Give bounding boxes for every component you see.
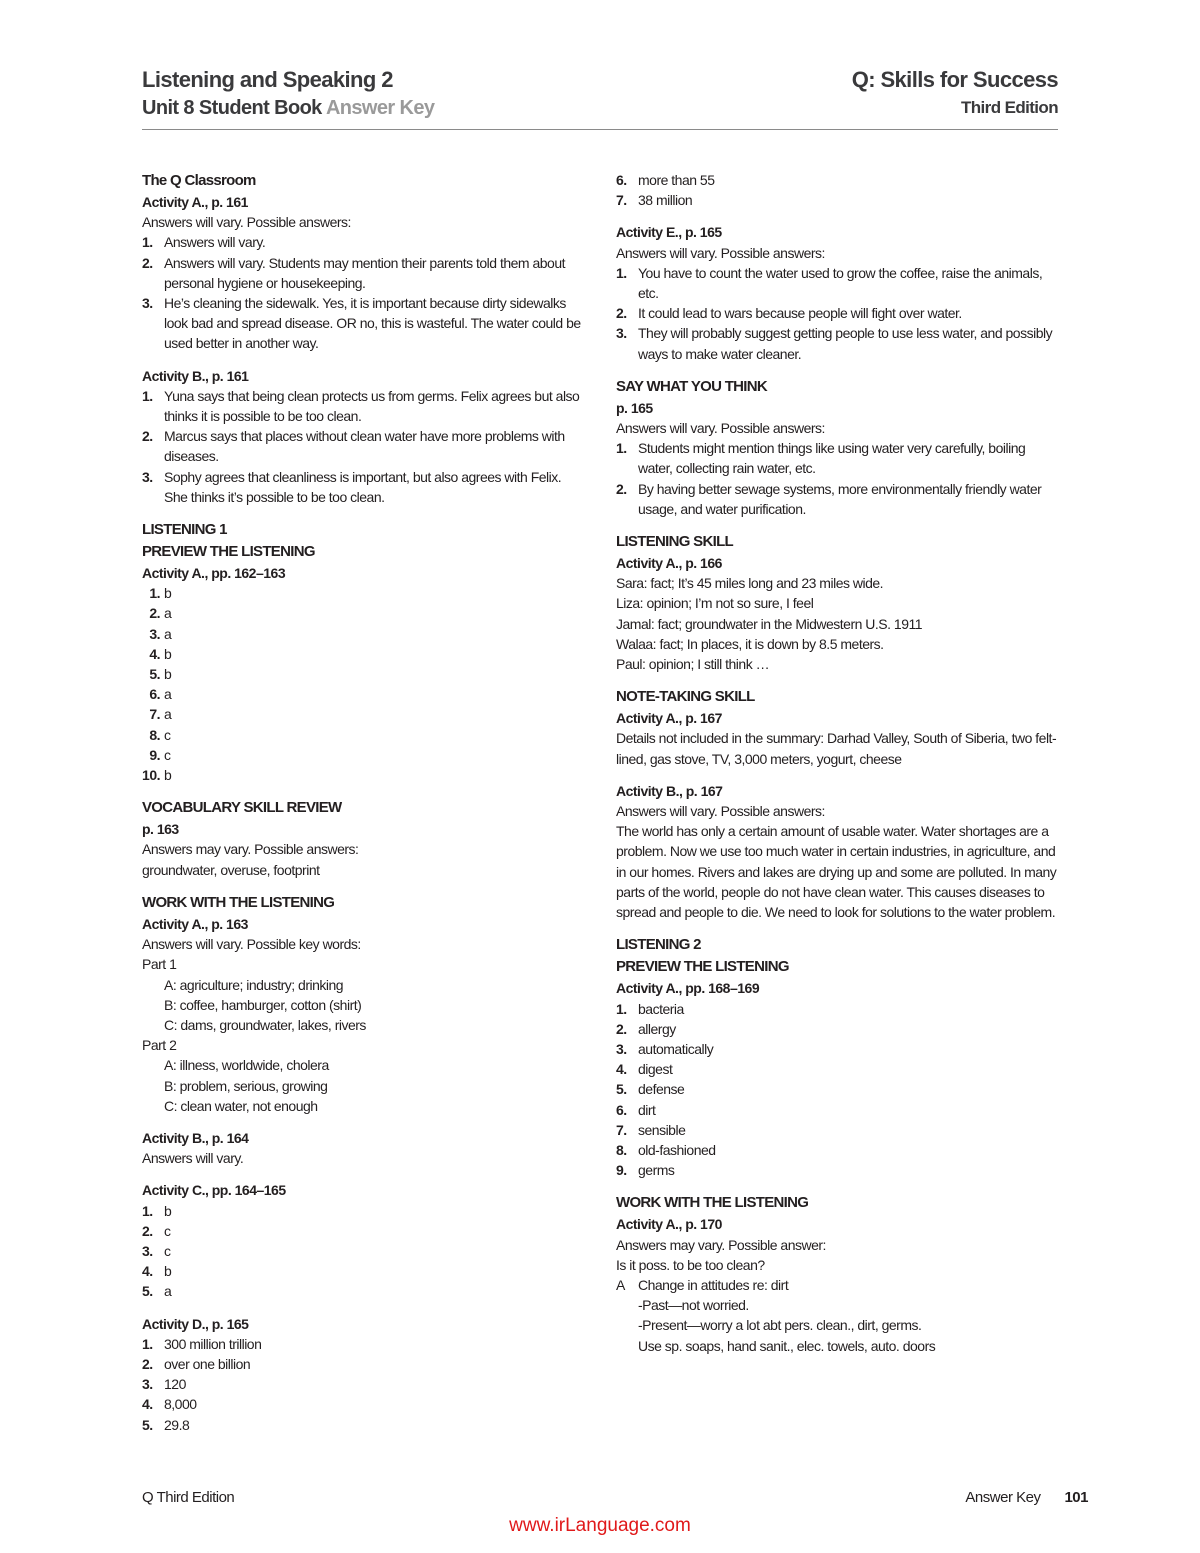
outline-sub-item: Use sp. soaps, hand sanit., elec. towels, auto. doors bbox=[638, 1337, 936, 1354]
list-item: 2. Marcus says that places without clean water have more problems with diseases. bbox=[142, 428, 565, 465]
answer-text: The world has only a certain amount of usable water. Water shortages are a problem. Now we use too much water in certain industries, in agriculture, and in our homes. Rivers and lakes are drying up and some are polluted. In many parts of the world, people do not have clean water. This causes diseases to spread and people to die. We need to look for solutions to the water problem. bbox=[616, 823, 1057, 921]
answer-list bbox=[142, 1201, 582, 1302]
list-item: 2. Answers will vary. Students may mention their parents told them about personal hygiene or housekeeping. bbox=[142, 254, 565, 291]
unit-title bbox=[142, 94, 434, 122]
list-item: 7. a bbox=[149, 706, 172, 723]
list-item: 6. a bbox=[149, 686, 172, 703]
activity-heading: Activity B., p. 161 bbox=[142, 367, 249, 384]
list-item: 4. digest bbox=[616, 1061, 673, 1078]
section-heading-preview: PREVIEW THE LISTENING bbox=[142, 543, 315, 561]
answer-text: C: clean water, not enough bbox=[164, 1097, 318, 1114]
list-item: 4. b bbox=[142, 1263, 172, 1280]
part-label: Part 2 bbox=[142, 1037, 177, 1054]
section-heading-note-taking: NOTE-TAKING SKILL bbox=[616, 688, 755, 706]
activity-heading: Activity A., p. 166 bbox=[616, 555, 722, 572]
page-footer bbox=[142, 1489, 1088, 1511]
answer-text: C: dams, groundwater, lakes, rivers bbox=[164, 1016, 366, 1033]
activity-heading: Activity C., pp. 164–165 bbox=[142, 1182, 286, 1199]
answer-intro: Answers may vary. Possible answers: bbox=[142, 841, 359, 858]
activity-heading: Activity B., p. 164 bbox=[142, 1129, 249, 1146]
list-item: 1. bacteria bbox=[616, 1000, 684, 1017]
list-item: 3. a bbox=[149, 625, 172, 642]
list-item: 3. 120 bbox=[142, 1376, 186, 1393]
answer-text: B: coffee, hamburger, cotton (shirt) bbox=[164, 996, 362, 1013]
list-item: 4. 8,000 bbox=[142, 1396, 197, 1413]
answer-text: Liza: opinion; I’m not so sure, I feel bbox=[616, 595, 814, 612]
list-item: 5. b bbox=[149, 666, 172, 683]
left-column bbox=[142, 170, 582, 1435]
answer-text: groundwater, overuse, footprint bbox=[142, 861, 320, 878]
list-item: 6. dirt bbox=[616, 1101, 656, 1118]
answer-list bbox=[142, 1334, 582, 1435]
list-item: 4. b bbox=[149, 645, 172, 662]
list-item: 9. germs bbox=[616, 1162, 675, 1179]
activity-heading: Activity E., p. 165 bbox=[616, 224, 722, 241]
list-item: 3. They will probably suggest getting people to use less water, and possibly ways to make water cleaner. bbox=[616, 325, 1053, 362]
activity-heading: Activity A., p. 170 bbox=[616, 1216, 722, 1233]
answer-intro: Answers will vary. Possible answers: bbox=[616, 420, 825, 437]
watermark-link[interactable]: www.irLanguage.com bbox=[509, 1515, 691, 1536]
answer-list bbox=[616, 438, 1060, 519]
outline-sub-item: -Present—worry a lot abt pers. clean., dirt, germs. bbox=[638, 1317, 922, 1334]
header-left bbox=[142, 66, 434, 122]
answer-text: Sara: fact; It’s 45 miles long and 23 miles wide. bbox=[616, 575, 884, 592]
activity-heading: p. 163 bbox=[142, 821, 179, 838]
answer-text: Is it poss. to be too clean? bbox=[616, 1256, 765, 1273]
list-item: 1. b bbox=[149, 585, 172, 602]
section-heading-preview: PREVIEW THE LISTENING bbox=[616, 958, 789, 976]
section-heading-listening-1: LISTENING 1 bbox=[142, 521, 227, 539]
footer-edition: Q Third Edition bbox=[142, 1489, 235, 1506]
section-heading-listening-2: LISTENING 2 bbox=[616, 936, 701, 954]
list-item: A Change in attitudes re: dirt bbox=[616, 1276, 789, 1293]
section-heading-say-what-you-think: SAY WHAT YOU THINK bbox=[616, 377, 768, 395]
list-item: 9. c bbox=[149, 746, 171, 763]
answer-list bbox=[616, 170, 1060, 210]
list-item: 2. It could lead to wars because people will fight over water. bbox=[616, 305, 962, 322]
list-item: 2. over one billion bbox=[142, 1355, 251, 1372]
answer-list bbox=[142, 232, 582, 353]
list-item: 1. Yuna says that being clean protects us from germs. Felix agrees but also thinks it is possible to be too clean. bbox=[142, 387, 580, 425]
answer-list bbox=[616, 263, 1060, 364]
list-item: 3. He’s cleaning the sidewalk. Yes, it is important because dirty sidewalks look bad and spread disease. OR no, this is wasteful. The water could be used better in another way. bbox=[142, 295, 581, 352]
series-title: Q: Skills for Success bbox=[851, 67, 1058, 92]
list-item: 2. allergy bbox=[616, 1020, 676, 1037]
edition-title: Third Edition bbox=[960, 98, 1058, 117]
list-item: 7. sensible bbox=[616, 1121, 686, 1138]
list-item: 5. 29.8 bbox=[142, 1416, 190, 1433]
outline-list bbox=[616, 1275, 1060, 1295]
activity-heading: Activity D., p. 165 bbox=[142, 1315, 249, 1332]
activity-heading: Activity B., p. 167 bbox=[616, 782, 723, 799]
answer-text: B: problem, serious, growing bbox=[164, 1077, 328, 1094]
activity-heading: p. 165 bbox=[616, 399, 653, 416]
answer-list bbox=[142, 386, 582, 507]
list-item: 3. Sophy agrees that cleanliness is important, but also agrees with Felix. She thinks it’s possible to be too clean. bbox=[142, 468, 562, 505]
list-item: 1. b bbox=[142, 1202, 172, 1219]
section-heading-vocabulary: VOCABULARY SKILL REVIEW bbox=[142, 799, 342, 817]
list-item: 5. defense bbox=[616, 1081, 685, 1098]
answer-text: Walaa: fact; In places, it is down by 8.5 meters. bbox=[616, 635, 884, 652]
list-item: 6. more than 55 bbox=[616, 172, 715, 188]
right-column bbox=[616, 170, 1060, 1356]
list-item: 8. c bbox=[149, 726, 171, 743]
unit-title-answer-key: Answer Key bbox=[325, 97, 435, 119]
section-heading-work-with-listening: WORK WITH THE LISTENING bbox=[616, 1194, 809, 1212]
list-item: 2. a bbox=[149, 605, 172, 622]
list-item: 1. Students might mention things like using water very carefully, boiling water, collecting rain water, etc. bbox=[616, 440, 1026, 477]
list-item: 3. automatically bbox=[616, 1040, 714, 1057]
part-label: Part 1 bbox=[142, 956, 177, 973]
answer-text: Answers will vary. bbox=[142, 1150, 244, 1167]
answer-text: Paul: opinion; I still think … bbox=[616, 656, 770, 673]
footer-answer-key: Answer Key bbox=[965, 1489, 1041, 1506]
list-item: 1. You have to count the water used to grow the coffee, raise the animals, etc. bbox=[616, 264, 1043, 302]
answer-intro: Answers may vary. Possible answer: bbox=[616, 1236, 826, 1253]
list-item: 5. a bbox=[142, 1283, 172, 1300]
answer-intro: Answers will vary. Possible answers: bbox=[142, 214, 351, 231]
section-heading-work-with-listening: WORK WITH THE LISTENING bbox=[142, 893, 335, 911]
answer-intro: Answers will vary. Possible answers: bbox=[616, 244, 825, 261]
answer-list bbox=[142, 583, 582, 785]
list-item: 2. By having better sewage systems, more environmentally friendly water usage, and water purification. bbox=[616, 480, 1042, 517]
list-item: 1. 300 million trillion bbox=[142, 1335, 262, 1352]
list-item: 2. c bbox=[142, 1222, 171, 1239]
activity-heading: Activity A., p. 163 bbox=[142, 915, 248, 932]
book-title: Listening and Speaking 2 bbox=[142, 67, 393, 92]
answer-text: A: agriculture; industry; drinking bbox=[164, 976, 344, 993]
answer-list bbox=[616, 999, 1060, 1181]
list-item: 3. c bbox=[142, 1242, 171, 1259]
list-item: 1. Answers will vary. bbox=[142, 234, 266, 251]
answer-text: Jamal: fact; groundwater in the Midwestern U.S. 1911 bbox=[616, 615, 923, 632]
footer-right bbox=[965, 1489, 1088, 1506]
answer-intro: Answers will vary. Possible key words: bbox=[142, 936, 361, 953]
section-heading-listening-skill: LISTENING SKILL bbox=[616, 533, 734, 551]
activity-heading: Activity A., p. 161 bbox=[142, 194, 248, 210]
outline-sub-item: -Past—not worried. bbox=[638, 1297, 749, 1314]
activity-heading: Activity A., p. 167 bbox=[616, 710, 722, 727]
page-number: 101 bbox=[1064, 1489, 1088, 1506]
answer-text: A: illness, worldwide, cholera bbox=[164, 1057, 329, 1074]
unit-title-main: Unit 8 Student Book bbox=[142, 97, 322, 119]
list-item: 10. b bbox=[142, 767, 172, 784]
activity-heading: Activity A., pp. 168–169 bbox=[616, 980, 760, 997]
answer-intro: Answers will vary. Possible answers: bbox=[616, 803, 825, 820]
answer-text: Details not included in the summary: Darhad Valley, South of Siberia, two felt-lined, gas stove, TV, 3,000 meters, yogurt, cheese bbox=[616, 730, 1057, 767]
page-header bbox=[142, 66, 1058, 130]
list-item: 7. 38 million bbox=[616, 192, 693, 209]
section-heading-q-classroom: The Q Classroom bbox=[142, 172, 256, 189]
activity-heading: Activity A., pp. 162–163 bbox=[142, 565, 286, 582]
header-right bbox=[852, 66, 1058, 122]
list-item: 8. old-fashioned bbox=[616, 1141, 716, 1158]
